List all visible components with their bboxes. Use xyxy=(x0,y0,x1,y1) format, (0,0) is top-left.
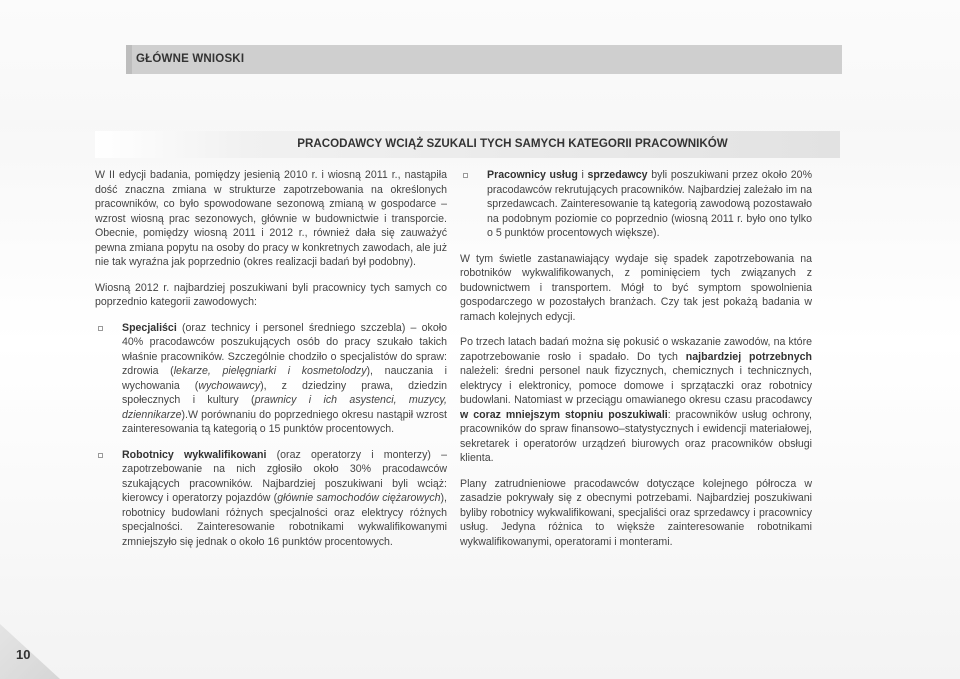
text: i xyxy=(577,169,588,181)
bold-term: sprzedawcy xyxy=(587,169,648,181)
bold-term: najbardziej potrzebnych xyxy=(685,350,813,363)
italic-text: głównie samochodów ciężarowych xyxy=(277,492,441,504)
bold-term: w coraz mniejszym stopniu poszukiwali xyxy=(460,408,668,421)
paragraph xyxy=(460,335,812,466)
section-heading-bar xyxy=(95,131,840,158)
paragraph: Wiosną 2012 r. najbardziej poszukiwani byli pracownicy tych samych co poprzednio kategorii zawodowych: xyxy=(95,281,447,308)
section-title: PRACODAWCY WCIĄŻ SZUKALI TYCH SAMYCH KATEGORII PRACOWNIKÓW xyxy=(297,137,728,150)
bold-term: Pracownicy usług xyxy=(487,169,578,181)
paragraph: Plany zatrudnieniowe pracodawców dotyczące kolejnego półrocza w zasadzie pokrywały się z obecnymi potrzebami. Najbardziej poszukiwani byliby robotnicy wykwalifikowani, specjaliści oraz sprzedawcy i pracownicy usług. Jedyna różnica to więksże zainteresowanie robotnikami wykwalifikowanymi, operatorami i monterami. xyxy=(460,477,812,548)
paragraph: W II edycji badania, pomiędzy jesienią 2010 r. i wiosną 2011 r., nastąpiła dość znaczna zmiana w strukturze zapotrzebowania na określonych pracowników, co było spowodowane sezonową zmianą w gospodarce – wzrost wiosną prac sezonowych, głównie w budownictwie i transporcie. Obecnie, pomiędzy wiosną 2011 i 2012 r., również dała się zauważyć pewna zmiana popytu na osoby do pracy w konkretnych zawodach, ale już nie tak wyraźna jak poprzednio (okres realizacji badań był podobny). xyxy=(95,169,447,268)
right-column xyxy=(460,168,812,560)
bullet-square-icon xyxy=(463,173,468,178)
chapter-title: GŁÓWNE WNIOSKI xyxy=(136,53,245,65)
text: ).W porównaniu do poprzedniego okresu nastąpił wzrost zainteresowania tą kategorią o 15 punktów procentowych. xyxy=(122,408,447,435)
text: : pracowników usług ochrony, pracowników do spraw finansowo–statystycznych i ewidencji materiałowej, sekretarek i operatorów urządzeń biurowych oraz pracowników obsługi klienta. xyxy=(460,408,812,464)
header-accent xyxy=(126,45,132,74)
text: (oraz operatorzy i monterzy) – zapotrzebowanie na nich zgłosiło około 30% pracodawców szukających pracowników. Najbardziej poszukiwani byli wciąż: kierowcy i operatorzy pojazdów ( xyxy=(122,448,447,504)
text: należeli: średni personel nauk fizycznych, chemicznych i technicznych, elektrycy i elektronicy, pomoce domowe i sprzątaczki oraz robotnicy budowlani. Natomiast w przeciągu omawianego okresu czasu pracodawcy xyxy=(460,365,812,406)
text: byli poszukiwani przez około 20% pracodawców rekrutujących pracowników. Najbardziej zależało im na sprzedawcach. Zainteresowanie tą kategorią zawodową pozostawało na podobnym poziomie co poprzednio (wiosną 2011 r. było ono tylko o 5 punktów procentowych większe). xyxy=(487,169,812,239)
bullet-square-icon xyxy=(98,326,103,331)
bullet-square-icon xyxy=(98,453,103,458)
bullet-specjalisci xyxy=(95,321,447,437)
page-number: 10 xyxy=(16,647,31,662)
left-column xyxy=(95,168,447,560)
italic-text: lekarze, pielęgniarki i kosmetolodzy xyxy=(173,365,367,377)
text: (oraz technicy i personel średniego szczebla) – około 40% pracodawców poszukujących osób do pracy szukało takich właśnie pracowników. Szczególnie chodziło o specjalistów do spraw: zdrowia ( xyxy=(122,321,447,377)
italic-text: wychowawcy xyxy=(198,379,261,392)
italic-text: prawnicy i ich asystenci, muzycy, dziennikarze xyxy=(122,394,447,421)
bold-term: Robotnicy wykwalifikowani xyxy=(122,448,267,461)
text: ), z dziedziny prawa, dziedzin społecznych i kultury ( xyxy=(122,379,447,406)
text: ), robotnicy budowlani różnych specjalności oraz elektrycy różnych specjalności. Zainteresowanie robotnikami wykwalifikowanymi zmniejszyło się jednak o około 16 punktów procentowych. xyxy=(122,492,447,548)
bold-term: Specjaliści xyxy=(122,321,177,334)
bullet-robotnicy xyxy=(95,448,447,550)
bullet-pracownicy-uslug xyxy=(460,168,812,241)
text: ), nauczania i wychowania ( xyxy=(122,365,447,392)
paragraph: W tym świetle zastanawiający wydaje się spadek zapotrzebowania na robotników wykwalifikowanych, z pominięciem tych związanych z budownictwem i transportem. Mógł to być symptom spowolnienia gospodarczego w pozostałych branżach. Czy tak jest pokażą badania w ramach kolejnych edycji. xyxy=(460,252,812,323)
text: Po trzech latach badań można się pokusić o wskazanie zawodów, na które zapotrzebowanie rosło i spadało. Do tych xyxy=(460,336,812,363)
